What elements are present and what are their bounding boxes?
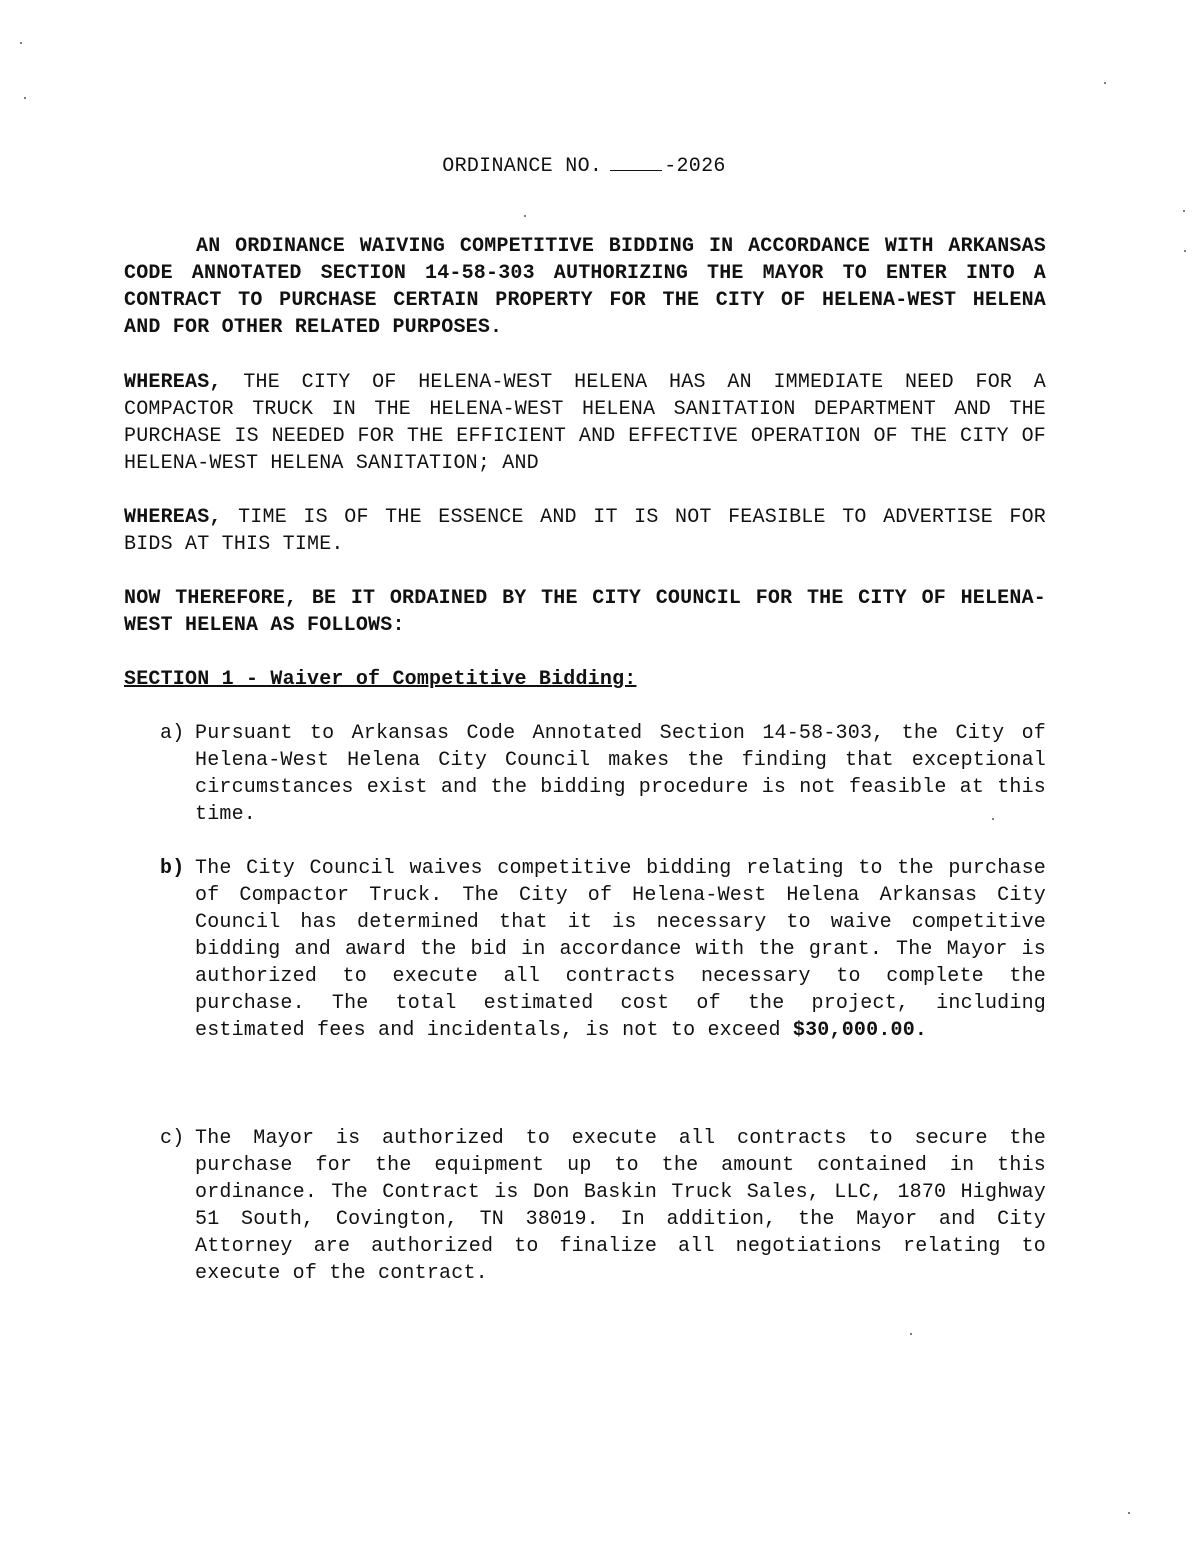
item-marker: a) <box>160 722 185 745</box>
item-marker: b) <box>160 857 185 880</box>
ordinance-number-blank <box>610 152 662 171</box>
cost-amount: $30,000.00. <box>792 1019 928 1042</box>
item-text: The City Council waives competitive bidding relating to the purchase of Compactor Truck. The City of Helena-West Helena Arkansas City Council has determined that it is necessary to waive competitive bidding and award the bid in accordance with the grant. The Mayor is authorized to execute all contracts necessary to complete the purchase. The total estimated cost of the project, including estimated fees and incidentals, is not to exceed <box>195 857 1046 1042</box>
scan-speck <box>24 97 26 99</box>
scan-speck <box>20 42 22 44</box>
scan-speck <box>1104 82 1106 84</box>
ordinance-title-suffix: -2026 <box>664 155 726 178</box>
section-item-b <box>160 855 1046 1044</box>
scan-speck <box>910 1333 912 1335</box>
scan-speck <box>992 818 994 820</box>
section-item-a <box>160 720 1046 828</box>
ordinance-title-prefix: ORDINANCE NO. <box>442 155 603 178</box>
whereas-clause-1 <box>124 369 1046 477</box>
item-body <box>195 855 1046 1044</box>
whereas-clause-2 <box>124 504 1046 558</box>
section-1-title: SECTION 1 - Waiver of Competitive Bidding: <box>124 668 637 691</box>
ordinance-title <box>0 152 1168 180</box>
ordained-clause: NOW THEREFORE, BE IT ORDAINED BY THE CITY COUNCIL FOR THE CITY OF HELENA-WEST HELENA AS FOLLOWS: <box>124 587 1046 637</box>
item-text: Pursuant to Arkansas Code Annotated Section 14-58-303, the City of Helena-West Helena City Council makes the finding that exceptional circumstances exist and the bidding procedure is not feasible at this time. <box>195 722 1046 826</box>
item-marker: c) <box>160 1127 185 1150</box>
ordinance-heading: AN ORDINANCE WAIVING COMPETITIVE BIDDING IN ACCORDANCE WITH ARKANSAS CODE ANNOTATED SECTION 14-58-303 AUTHORIZING THE MAYOR TO ENTER INTO A CONTRACT TO PURCHASE CERTAIN PROPERTY FOR THE CITY OF HELENA-WEST HELENA AND FOR OTHER RELATED PURPOSES. <box>124 235 1046 339</box>
scan-speck <box>524 215 526 217</box>
section-item-c <box>160 1125 1046 1287</box>
item-text: The Mayor is authorized to execute all contracts to secure the purchase for the equipment up to the amount contained in this ordinance. The Contract is Don Baskin Truck Sales, LLC, 1870 Highway 51 South, Covington, TN 38019. In addition, the Mayor and City Attorney are authorized to finalize all negotiations relating to execute of the contract. <box>195 1127 1046 1285</box>
scan-speck <box>1183 210 1185 212</box>
whereas-text: THE CITY OF HELENA-WEST HELENA HAS AN IMMEDIATE NEED FOR A COMPACTOR TRUCK IN THE HELENA-WEST HELENA SANITATION DEPARTMENT AND THE PURCHASE IS NEEDED FOR THE EFFICIENT AND EFFECTIVE OPERATION OF THE CITY OF HELENA-WEST HELENA SANITATION; AND <box>124 371 1046 475</box>
whereas-text: TIME IS OF THE ESSENCE AND IT IS NOT FEASIBLE TO ADVERTISE FOR BIDS AT THIS TIME. <box>124 506 1046 556</box>
scan-speck <box>1128 1512 1130 1514</box>
whereas-label: WHEREAS, <box>124 371 222 394</box>
whereas-label: WHEREAS, <box>124 506 222 529</box>
scan-speck <box>1184 250 1186 252</box>
